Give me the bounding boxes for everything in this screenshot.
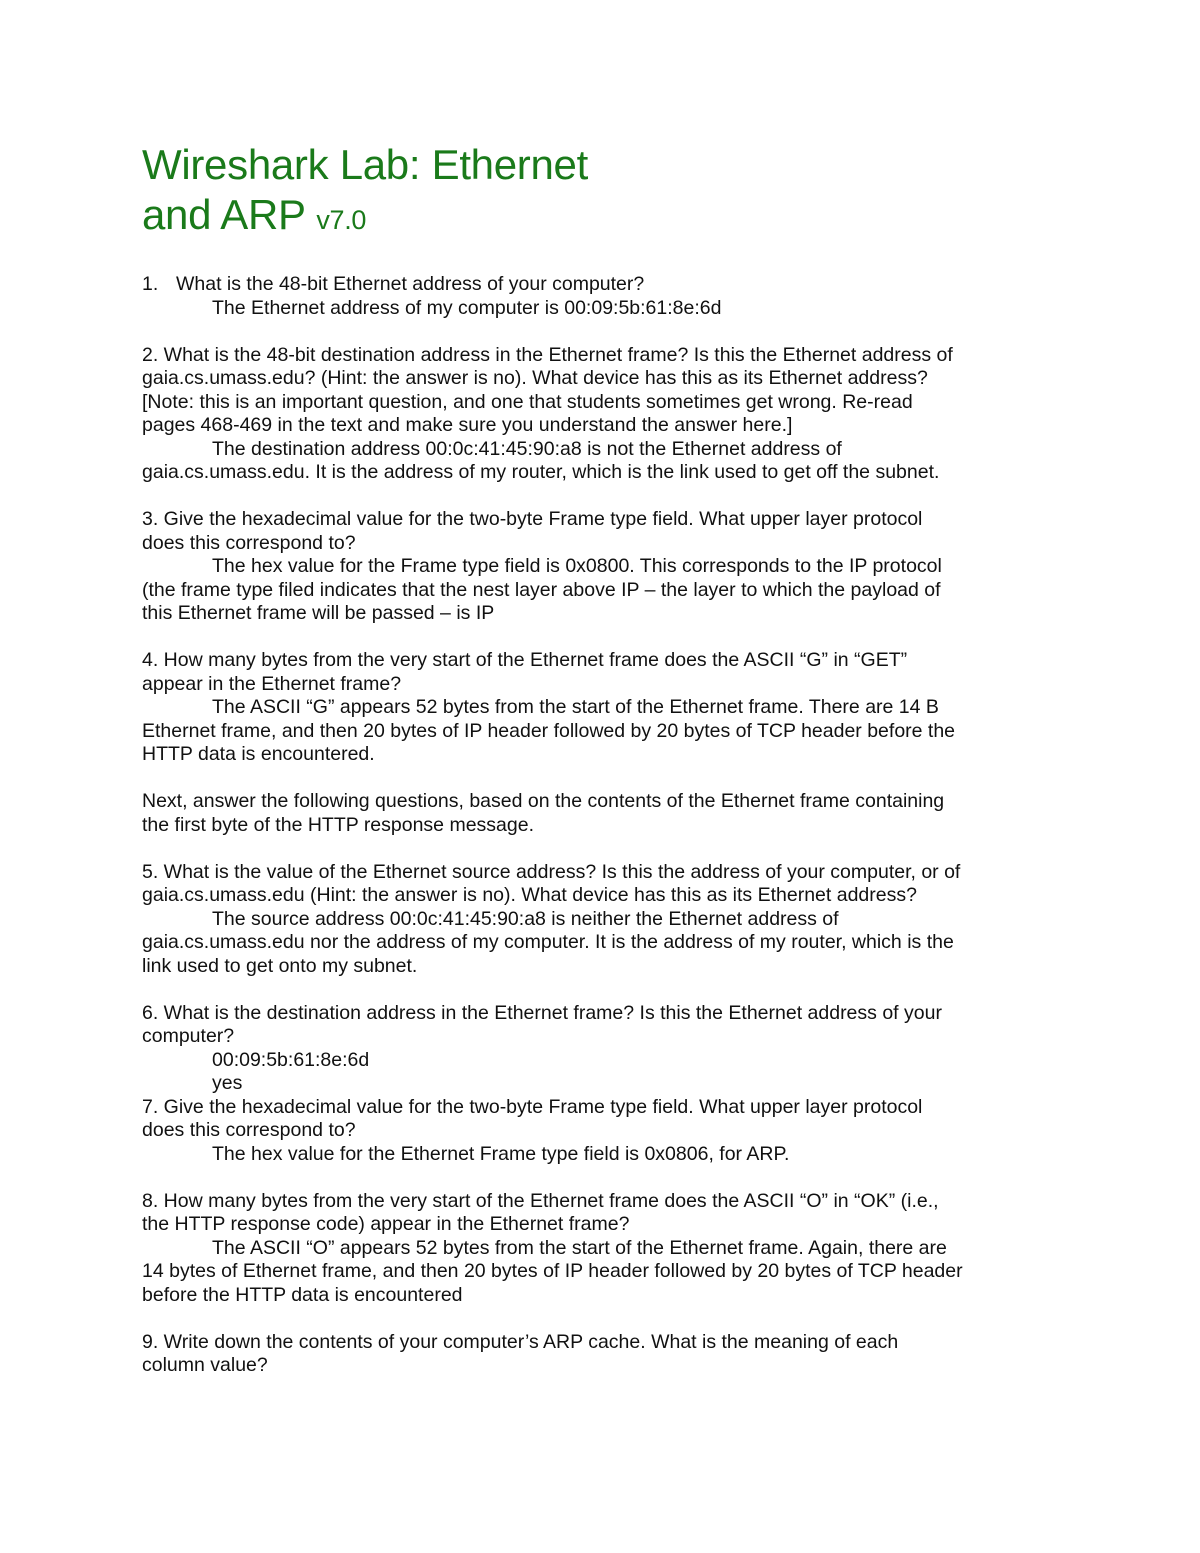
answer-5-line: The source address 00:0c:41:45:90:a8 is neither the Ethernet address of [212, 907, 839, 930]
question-8-line: the HTTP response code) appear in the Ethernet frame? [142, 1213, 630, 1235]
question-4 [142, 649, 1062, 767]
version-label: v7.0 [316, 205, 367, 235]
question-5-line: gaia.cs.umass.edu (Hint: the answer is no). What device has this as its Ethernet address? [142, 884, 917, 906]
question-7-line: does this correspond to? [142, 1119, 356, 1141]
answer-3-line: The hex value for the Frame type field is 0x0800. This corresponds to the IP protocol [212, 555, 942, 577]
answer-8-line: The ASCII “O” appears 52 bytes from the start of the Ethernet frame. Again, there are [212, 1236, 947, 1259]
spacer [142, 767, 1062, 791]
spacer [142, 1166, 1062, 1190]
question-3-line: 3. Give the hexadecimal value for the two-byte Frame type field. What upper layer protocol [142, 508, 923, 530]
question-6-line: 6. What is the destination address in the Ethernet frame? Is this the Ethernet address of your [142, 1001, 942, 1024]
spacer [142, 320, 1062, 344]
answer-5-line: link used to get onto my subnet. [142, 954, 418, 977]
answer-3-line: this Ethernet frame will be passed – is IP [142, 602, 495, 624]
answer-2-line: The destination address 00:0c:41:45:90:a8 is not the Ethernet address of [212, 437, 842, 460]
section-intro [142, 790, 1062, 837]
answer-5-line: gaia.cs.umass.edu nor the address of my computer. It is the address of my router, which is the [142, 931, 954, 953]
answer-8-line: before the HTTP data is encountered [142, 1283, 463, 1306]
answer-3-line: (the frame type filed indicates that the nest layer above IP – the layer to which the payload of [142, 578, 941, 601]
question-1 [142, 273, 1062, 320]
answer-2-line: gaia.cs.umass.edu. It is the address of my router, which is the link used to get off the subnet. [142, 461, 940, 483]
intro-line: the first byte of the HTTP response message. [142, 813, 534, 836]
question-4-line: appear in the Ethernet frame? [142, 672, 402, 695]
question-7 [142, 1096, 1062, 1167]
question-1-text [142, 273, 1062, 297]
question-1-prompt: What is the 48-bit Ethernet address of your computer? [176, 273, 645, 295]
title-line-2: and ARP [142, 191, 305, 238]
spacer [142, 485, 1062, 509]
question-8 [142, 1190, 1062, 1308]
question-8-line: 8. How many bytes from the very start of the Ethernet frame does the ASCII “O” in “OK” (i.e., [142, 1189, 939, 1212]
document-page [142, 140, 1062, 1378]
question-2-line: 2. What is the 48-bit destination address in the Ethernet frame? Is this the Ethernet address of [142, 343, 953, 366]
answer-4-line: Ethernet frame, and then 20 bytes of IP header followed by 20 bytes of TCP header before the [142, 719, 956, 742]
question-9-line: 9. Write down the contents of your computer’s ARP cache. What is the meaning of each [142, 1330, 899, 1353]
question-3-line: does this correspond to? [142, 531, 356, 554]
question-6 [142, 1002, 1062, 1096]
question-2-line: pages 468-469 in the text and make sure you understand the answer here.] [142, 414, 793, 436]
spacer [142, 626, 1062, 650]
question-5-line: 5. What is the value of the Ethernet source address? Is this the address of your computer, or of [142, 860, 961, 883]
question-1-number: 1. [142, 273, 159, 295]
question-2-line: [Note: this is an important question, and one that students sometimes get wrong. Re-read [142, 390, 913, 413]
title-line-1: Wireshark Lab: Ethernet [142, 141, 588, 188]
question-9-line: column value? [142, 1354, 268, 1376]
question-3 [142, 508, 1062, 626]
question-6-line: computer? [142, 1025, 235, 1047]
spacer [142, 978, 1062, 1002]
answer-8-line: 14 bytes of Ethernet frame, and then 20 bytes of IP header followed by 20 bytes of TCP header [142, 1260, 963, 1282]
question-4-line: 4. How many bytes from the very start of the Ethernet frame does the ASCII “G” in “GET” [142, 649, 908, 671]
document-title [142, 140, 1062, 245]
answer-4-line: HTTP data is encountered. [142, 743, 375, 765]
question-7-line: 7. Give the hexadecimal value for the two-byte Frame type field. What upper layer protocol [142, 1095, 923, 1118]
answer-7-line: The hex value for the Ethernet Frame type field is 0x0806, for ARP. [212, 1142, 790, 1165]
question-5 [142, 861, 1062, 979]
question-2 [142, 344, 1062, 485]
spacer [142, 837, 1062, 861]
answer-6-line: yes [212, 1072, 243, 1094]
answer-1-text: The Ethernet address of my computer is 00:09:5b:61:8e:6d [212, 296, 722, 319]
spacer [142, 1307, 1062, 1331]
answer-6-line: 00:09:5b:61:8e:6d [212, 1048, 370, 1071]
document-body [142, 273, 1062, 1378]
question-9 [142, 1331, 1062, 1378]
answer-4-line: The ASCII “G” appears 52 bytes from the start of the Ethernet frame. There are 14 B [212, 696, 939, 718]
question-2-line: gaia.cs.umass.edu? (Hint: the answer is no). What device has this as its Ethernet address? [142, 367, 928, 389]
intro-line: Next, answer the following questions, based on the contents of the Ethernet frame containing [142, 790, 945, 812]
